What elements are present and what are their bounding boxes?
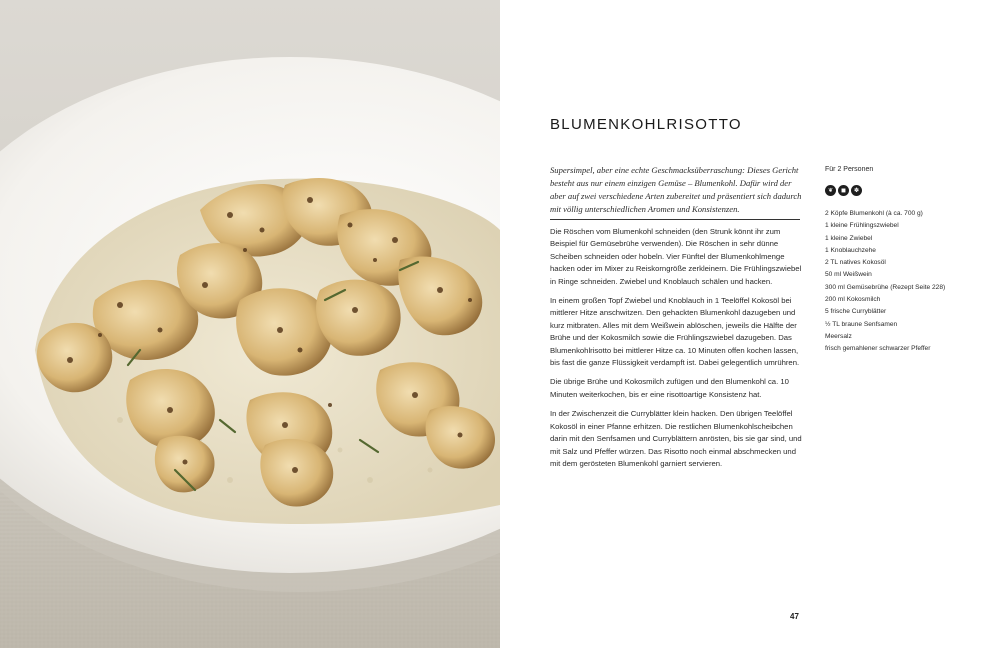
recipe-intro: Supersimpel, aber eine echte Geschmacksüberraschung: Dieses Gericht besteht aus nur einem einzigen Gemüse – Blumenkohl. Dafür wird der aber auf zwei verschiedene Arten zubereitet und präsentiert sich dadurch mit völlig unterschiedlichen Aromen und Konsistenzen. xyxy=(550,165,802,214)
step-paragraph: Die übrige Brühe und Kokosmilch zufügen und den Blumenkohl ca. 10 Minuten weiterkochen, bis er eine risottoartige Konsistenz hat. xyxy=(550,377,789,399)
ingredient-item: 1 Knoblauchzehe xyxy=(825,246,876,254)
divider xyxy=(550,219,800,220)
step-paragraph: In der Zwischenzeit die Curryblätter klein hacken. Den übrigen Teelöffel Kokosöl in einer Pfanne erhitzen. Die restlichen Blumenkohlscheibchen darin mit den Senfsamen und Curryblättern anrösten, bis sie gar sind, und mit Salz und Pfeffer würzen. Das Risotto noch einmal abschmecken und mit dem gerösteten Blumenkohl garniert servieren. xyxy=(550,409,802,468)
ingredient-item: 300 ml Gemüsebrühe (Rezept Seite 228) xyxy=(825,283,946,291)
ingredient-item: 5 frische Curryblätter xyxy=(825,308,887,316)
vegan-icon: ❦ xyxy=(825,185,836,196)
gluten-free-icon: ✽ xyxy=(851,185,862,196)
dairy-free-icon: ◼ xyxy=(838,185,849,196)
ingredient-item: ½ TL braune Senfsamen xyxy=(825,320,898,328)
ingredient-item: Meersalz xyxy=(825,332,852,340)
page-number: 47 xyxy=(790,612,799,621)
ingredient-item: 200 ml Kokosmilch xyxy=(825,296,881,304)
step-paragraph: In einem großen Topf Zwiebel und Knoblauch in 1 Teelöffel Kokosöl bei mittlerer Hitze anschwitzen. Den gehackten Blumenkohl dazugeben und kurz mitbraten. Alles mit dem Weißwein ablöschen, jeweils die Hälfte der Brühe und der Kokosmilch sowie die Frühlingszwiebel dazugeben. Das Blumenkohlrisotto bei mittlerer Hitze ca. 10 Minuten offen kochen lassen, bis fast die ganze Flüssigkeit verdampft ist. Dabei gelegentlich umrühren. xyxy=(550,296,800,368)
recipe-page xyxy=(500,0,1000,648)
ingredient-item: 50 ml Weißwein xyxy=(825,271,872,279)
ingredient-list xyxy=(825,208,945,356)
ingredient-item: 1 kleine Frühlingszwiebel xyxy=(825,222,899,230)
recipe-title: BLUMENKOHLRISOTTO xyxy=(550,116,742,133)
recipe-steps xyxy=(550,226,802,477)
ingredient-item: frisch gemahlener schwarzer Pfeffer xyxy=(825,345,931,353)
diet-icons xyxy=(825,185,862,196)
ingredient-item: 2 Köpfe Blumenkohl (à ca. 700 g) xyxy=(825,210,923,217)
step-paragraph: Die Röschen vom Blumenkohl schneiden (den Strunk könnt ihr zum Beispiel für Gemüsebrühe verwenden). Die Röschen in sehr dünne Scheiben schneiden oder hobeln. Vier Fünftel der Blumenkohlmenge hacken oder im Mixer zu Reiskorngröße zerkleinern. Die Frühlingszwiebel in Ringe schneiden. Zwiebel und Knoblauch schälen und hacken. xyxy=(550,227,802,286)
ingredient-item: 1 kleine Zwiebel xyxy=(825,234,873,242)
ingredient-item: 2 TL natives Kokosöl xyxy=(825,259,886,267)
servings: Für 2 Personen xyxy=(825,166,874,173)
